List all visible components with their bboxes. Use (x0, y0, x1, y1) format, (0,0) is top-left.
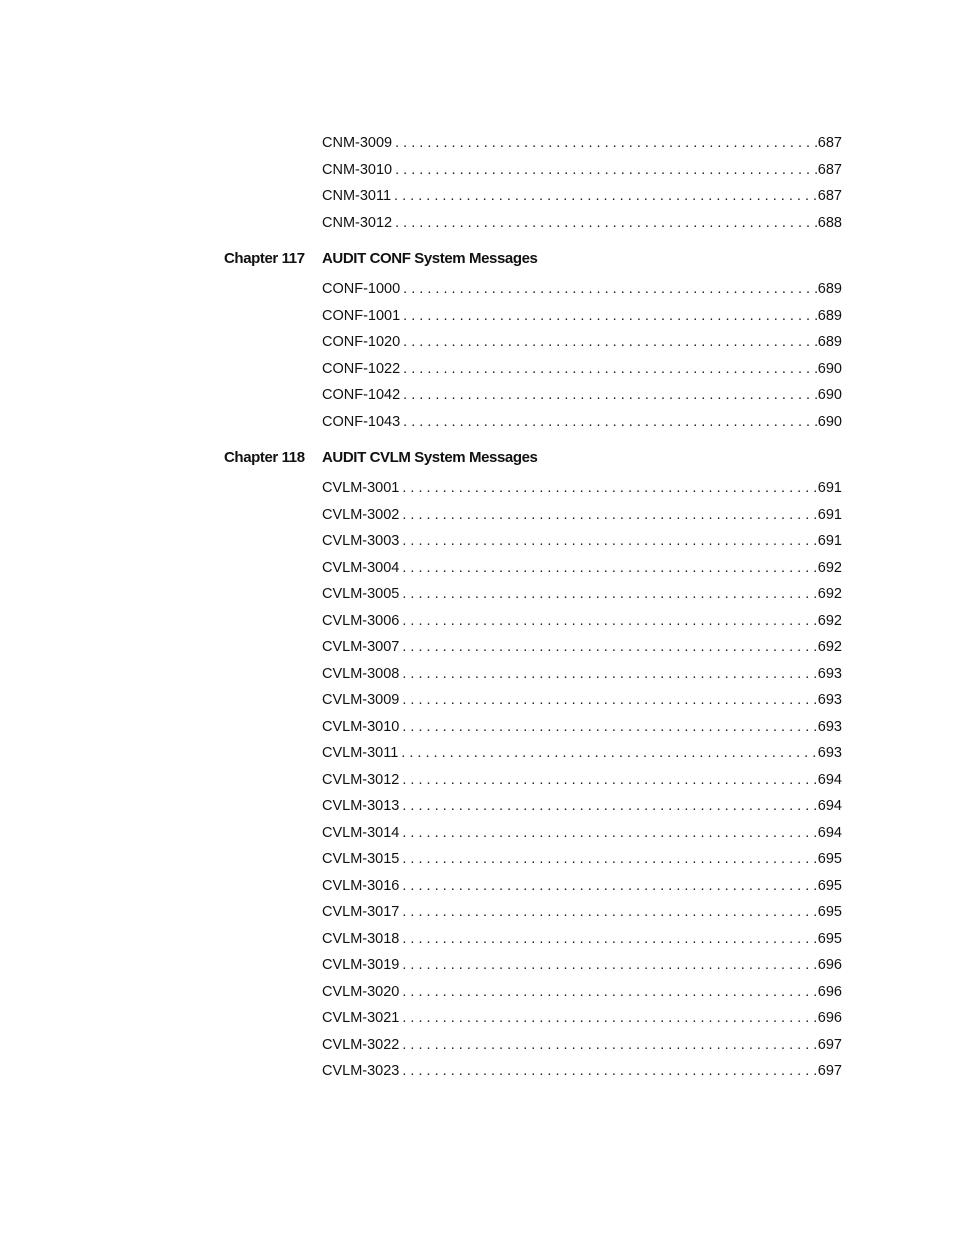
toc-entry[interactable] (322, 689, 842, 716)
dot-leader (403, 384, 817, 406)
toc-entry-page-number: 692 (817, 639, 842, 655)
dot-leader (402, 1007, 816, 1029)
toc-entry[interactable] (322, 901, 842, 928)
toc-entry[interactable] (322, 875, 842, 902)
dot-leader (395, 132, 817, 154)
toc-entry[interactable] (322, 954, 842, 981)
toc-entry[interactable] (322, 1007, 842, 1034)
dot-leader (402, 795, 816, 817)
toc-entry-page-number: 694 (817, 824, 842, 841)
toc-entry[interactable] (322, 716, 842, 743)
toc-entry-code: CVLM-3011 (322, 745, 399, 761)
dot-leader (395, 159, 817, 181)
toc-entry-code: CVLM-3017 (322, 904, 400, 920)
toc-entry-code: CONF-1001 (322, 307, 401, 324)
toc-entry-code: CNM-3010 (322, 161, 393, 178)
dot-leader (402, 663, 816, 685)
toc-entry[interactable] (322, 1060, 842, 1087)
toc-entry-code: CONF-1022 (322, 360, 401, 377)
chapter-number: Chapter 117 (224, 250, 305, 267)
toc-entry-page-number: 692 (817, 586, 842, 602)
chapter-title: AUDIT CVLM System Messages (322, 449, 538, 466)
toc-entry-code: CONF-1020 (322, 334, 401, 350)
toc-entry-page-number: 695 (817, 877, 842, 894)
toc-entry[interactable] (322, 928, 842, 955)
toc-entry[interactable] (322, 504, 842, 531)
dot-leader (402, 530, 816, 552)
toc-entry-code: CVLM-3004 (322, 559, 400, 576)
toc-entry[interactable] (322, 185, 842, 212)
toc-entry-page-number: 692 (817, 559, 842, 576)
toc-entry-code: CVLM-3021 (322, 1010, 400, 1026)
toc-entry[interactable] (322, 278, 842, 305)
toc-entry-page-number: 690 (817, 360, 842, 377)
toc-entry-code: CVLM-3002 (322, 506, 400, 523)
toc-entry-page-number: 693 (817, 665, 842, 682)
toc-entry-code: CVLM-3016 (322, 877, 400, 894)
toc-entry[interactable] (322, 1034, 842, 1061)
toc-entry[interactable] (322, 384, 842, 411)
dot-leader (402, 636, 816, 658)
toc-entry[interactable] (322, 557, 842, 584)
toc-entry-page-number: 693 (817, 745, 842, 761)
toc-entry-page-number: 688 (817, 214, 842, 231)
dot-leader (402, 848, 816, 870)
dot-leader (403, 331, 817, 353)
toc-entry-page-number: 687 (817, 161, 842, 178)
toc-entry-code: CVLM-3003 (322, 533, 400, 549)
toc-entry-code: CVLM-3001 (322, 480, 400, 496)
dot-leader (402, 477, 816, 499)
toc-entry-page-number: 696 (817, 1010, 842, 1026)
toc-entry-code: CVLM-3023 (322, 1063, 400, 1079)
toc-entry-code: CVLM-3013 (322, 798, 400, 814)
toc-entry[interactable] (322, 411, 842, 438)
toc-entry[interactable] (322, 663, 842, 690)
dot-leader (402, 610, 816, 632)
toc-entry-page-number: 691 (817, 506, 842, 523)
toc-entry-code: CVLM-3019 (322, 957, 400, 973)
toc-entry[interactable] (322, 742, 842, 769)
toc-entry-code: CONF-1000 (322, 281, 401, 297)
toc-entry-code: CVLM-3006 (322, 612, 400, 629)
toc-entry[interactable] (322, 530, 842, 557)
dot-leader (402, 504, 816, 526)
chapter-title: AUDIT CONF System Messages (322, 250, 538, 267)
dot-leader (403, 278, 817, 300)
toc-entry-page-number: 691 (817, 533, 842, 549)
toc-entry-code: CVLM-3022 (322, 1036, 400, 1053)
toc-entry[interactable] (322, 132, 842, 159)
toc-entry-page-number: 696 (817, 957, 842, 973)
toc-entry[interactable] (322, 159, 842, 186)
toc-entry-code: CVLM-3005 (322, 586, 400, 602)
toc-entry-code: CVLM-3009 (322, 692, 400, 708)
dot-leader (394, 185, 817, 207)
chapter-heading (0, 248, 954, 278)
dot-leader (402, 875, 816, 897)
dot-leader (402, 769, 816, 791)
dot-leader (402, 1060, 816, 1082)
toc-entry-code: CVLM-3020 (322, 983, 400, 1000)
toc-entry-page-number: 689 (817, 307, 842, 324)
toc-entry-page-number: 694 (817, 771, 842, 788)
toc-entry-code: CVLM-3010 (322, 718, 400, 735)
toc-entry[interactable] (322, 610, 842, 637)
dot-leader (402, 1034, 816, 1056)
toc-entry-page-number: 696 (817, 983, 842, 1000)
toc-entry-page-number: 695 (817, 851, 842, 867)
toc-entry[interactable] (322, 477, 842, 504)
toc-entry-page-number: 692 (817, 612, 842, 629)
toc-entry[interactable] (322, 305, 842, 332)
toc-entry-page-number: 695 (817, 930, 842, 947)
dot-leader (402, 901, 816, 923)
toc-entry-page-number: 694 (817, 798, 842, 814)
toc-entry-page-number: 693 (817, 692, 842, 708)
toc-entry-code: CNM-3009 (322, 135, 393, 151)
dot-leader (403, 411, 817, 433)
table-of-contents (0, 132, 954, 1087)
dot-leader (402, 928, 816, 950)
toc-entry-page-number: 689 (817, 334, 842, 350)
toc-entry-page-number: 695 (817, 904, 842, 920)
toc-entry-page-number: 693 (817, 718, 842, 735)
toc-entry-page-number: 690 (817, 413, 842, 430)
toc-entry-code: CVLM-3012 (322, 771, 400, 788)
toc-entry-page-number: 687 (817, 135, 842, 151)
chapter-heading (0, 447, 954, 477)
toc-entry[interactable] (322, 583, 842, 610)
toc-entry[interactable] (322, 331, 842, 358)
toc-entry-code: CVLM-3014 (322, 824, 400, 841)
toc-entry-code: CVLM-3015 (322, 851, 400, 867)
dot-leader (403, 358, 817, 380)
dot-leader (402, 954, 816, 976)
toc-entry-code: CNM-3012 (322, 214, 393, 231)
toc-entry-code: CONF-1042 (322, 387, 401, 403)
toc-entry-page-number: 689 (817, 281, 842, 297)
dot-leader (402, 689, 816, 711)
toc-entry[interactable] (322, 358, 842, 385)
toc-entry[interactable] (322, 212, 842, 239)
toc-entry[interactable] (322, 848, 842, 875)
toc-entry[interactable] (322, 769, 842, 796)
toc-entry-page-number: 697 (817, 1063, 842, 1079)
toc-entry[interactable] (322, 636, 842, 663)
toc-entry-page-number: 691 (817, 480, 842, 496)
toc-entry-code: CONF-1043 (322, 413, 401, 430)
dot-leader (402, 822, 816, 844)
chapter-number: Chapter 118 (224, 449, 305, 466)
toc-entry[interactable] (322, 795, 842, 822)
toc-entry-code: CNM-3011 (322, 188, 392, 204)
toc-entry-page-number: 690 (817, 387, 842, 403)
dot-leader (402, 583, 816, 605)
dot-leader (395, 212, 817, 234)
toc-entry[interactable] (322, 822, 842, 849)
dot-leader (401, 742, 817, 764)
dot-leader (402, 981, 816, 1003)
toc-entry-code: CVLM-3008 (322, 665, 400, 682)
toc-entry-page-number: 697 (817, 1036, 842, 1053)
toc-entry-code: CVLM-3007 (322, 639, 400, 655)
toc-entry-code: CVLM-3018 (322, 930, 400, 947)
toc-entry-page-number: 687 (817, 188, 842, 204)
dot-leader (402, 716, 816, 738)
dot-leader (402, 557, 816, 579)
toc-entry[interactable] (322, 981, 842, 1008)
dot-leader (403, 305, 817, 327)
